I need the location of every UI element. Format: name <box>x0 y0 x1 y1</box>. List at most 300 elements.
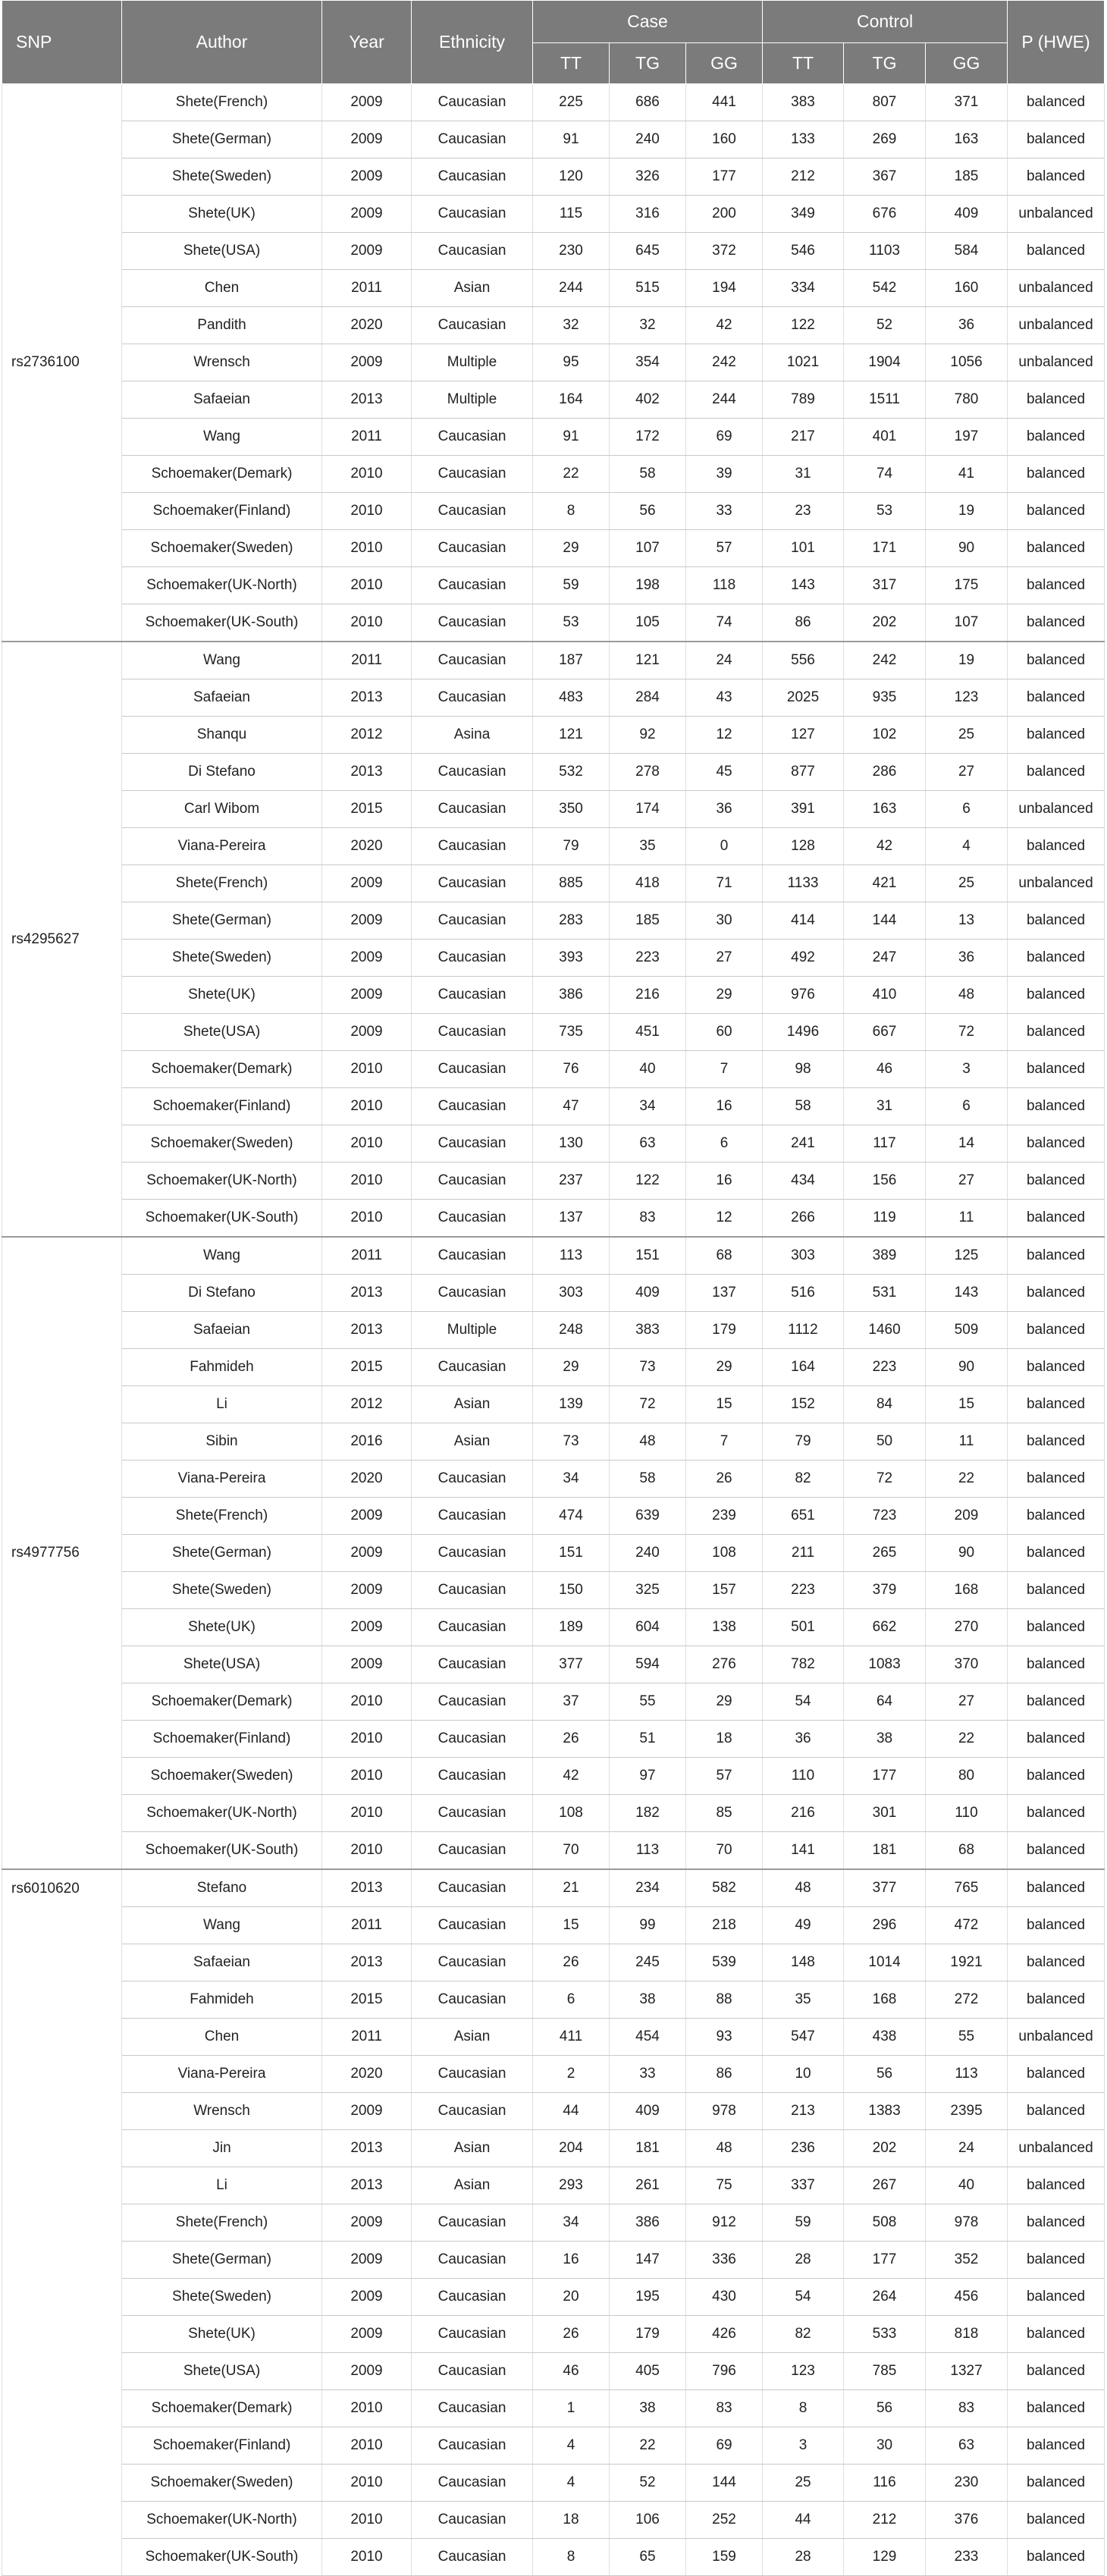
year-cell: 2010 <box>322 604 412 642</box>
year-cell: 2009 <box>322 2204 412 2242</box>
case-gg-cell: 29 <box>686 977 763 1014</box>
control-tg-cell: 171 <box>844 530 926 567</box>
control-tt-cell: 217 <box>763 419 844 456</box>
control-tt-cell: 1496 <box>763 1014 844 1051</box>
year-cell: 2010 <box>322 1162 412 1200</box>
control-gg-cell: 175 <box>926 567 1008 604</box>
author-cell: Shete(USA) <box>122 233 322 270</box>
case-gg-cell: 426 <box>686 2316 763 2353</box>
case-tg-cell: 22 <box>610 2427 686 2465</box>
author-cell: Fahmideh <box>122 1349 322 1386</box>
control-tt-cell: 82 <box>763 1461 844 1498</box>
table-row <box>2 270 1105 307</box>
author-cell: Schoemaker(Finland) <box>122 493 322 530</box>
ethnicity-cell: Caucasian <box>412 1721 533 1758</box>
author-cell: Schoemaker(Sweden) <box>122 2465 322 2502</box>
case-tt-cell: 26 <box>533 1721 610 1758</box>
table-row <box>2 1237 1105 1275</box>
control-tt-cell: 49 <box>763 1907 844 1944</box>
control-gg-cell: 48 <box>926 977 1008 1014</box>
p-hwe-cell: unbalanced <box>1008 865 1105 902</box>
control-tg-cell: 438 <box>844 2019 926 2056</box>
p-hwe-cell: balanced <box>1008 1646 1105 1683</box>
author-cell: Pandith <box>122 307 322 344</box>
control-gg-cell: 25 <box>926 865 1008 902</box>
p-hwe-cell: balanced <box>1008 84 1105 121</box>
case-gg-cell: 0 <box>686 828 763 865</box>
control-gg-cell: 1921 <box>926 1944 1008 1981</box>
p-hwe-cell: balanced <box>1008 2167 1105 2204</box>
control-gg-cell: 107 <box>926 604 1008 642</box>
author-cell: Safaeian <box>122 679 322 717</box>
p-hwe-cell: balanced <box>1008 1535 1105 1572</box>
control-tt-cell: 44 <box>763 2502 844 2539</box>
table-row <box>2 2056 1105 2093</box>
control-tt-cell: 1021 <box>763 344 844 381</box>
case-tt-cell: 44 <box>533 2093 610 2130</box>
year-cell: 2009 <box>322 2242 412 2279</box>
table-row <box>2 84 1105 121</box>
case-tt-cell: 386 <box>533 977 610 1014</box>
case-tg-cell: 195 <box>610 2279 686 2316</box>
table-row <box>2 1386 1105 1423</box>
author-cell: Fahmideh <box>122 1981 322 2019</box>
year-cell: 2010 <box>322 1683 412 1721</box>
author-cell: Schoemaker(UK-North) <box>122 2502 322 2539</box>
control-tt-cell: 98 <box>763 1051 844 1088</box>
case-tt-cell: 303 <box>533 1275 610 1312</box>
table-row <box>2 1981 1105 2019</box>
control-tg-cell: 30 <box>844 2427 926 2465</box>
p-hwe-cell: balanced <box>1008 419 1105 456</box>
author-cell: Shete(German) <box>122 902 322 940</box>
case-tt-cell: 393 <box>533 940 610 977</box>
control-tt-cell: 3 <box>763 2427 844 2465</box>
control-tg-cell: 52 <box>844 307 926 344</box>
control-tg-cell: 42 <box>844 828 926 865</box>
ethnicity-cell: Caucasian <box>412 456 533 493</box>
control-tt-cell: 36 <box>763 1721 844 1758</box>
control-gg-cell: 90 <box>926 530 1008 567</box>
control-gg-cell: 110 <box>926 1795 1008 1832</box>
author-cell: Wrensch <box>122 344 322 381</box>
case-gg-cell: 441 <box>686 84 763 121</box>
case-gg-cell: 276 <box>686 1646 763 1683</box>
control-tg-cell: 119 <box>844 1200 926 1238</box>
ethnicity-cell: Asina <box>412 717 533 754</box>
author-cell: Schoemaker(Demark) <box>122 456 322 493</box>
ethnicity-cell: Caucasian <box>412 1869 533 1907</box>
case-tt-cell: 95 <box>533 344 610 381</box>
header-case: Case <box>533 1 763 43</box>
control-tg-cell: 1014 <box>844 1944 926 1981</box>
table-row <box>2 2539 1105 2576</box>
table-row <box>2 1461 1105 1498</box>
case-tt-cell: 189 <box>533 1609 610 1646</box>
control-gg-cell: 90 <box>926 1349 1008 1386</box>
control-tg-cell: 242 <box>844 642 926 679</box>
p-hwe-cell: balanced <box>1008 2502 1105 2539</box>
p-hwe-cell: balanced <box>1008 1944 1105 1981</box>
p-hwe-cell: balanced <box>1008 1014 1105 1051</box>
control-tt-cell: 54 <box>763 1683 844 1721</box>
table-row <box>2 1162 1105 1200</box>
ethnicity-cell: Multiple <box>412 344 533 381</box>
control-tt-cell: 492 <box>763 940 844 977</box>
case-gg-cell: 71 <box>686 865 763 902</box>
author-cell: Shete(Sweden) <box>122 2279 322 2316</box>
p-hwe-cell: balanced <box>1008 1869 1105 1907</box>
control-gg-cell: 36 <box>926 307 1008 344</box>
case-tg-cell: 99 <box>610 1907 686 1944</box>
year-cell: 2013 <box>322 1869 412 1907</box>
case-tt-cell: 411 <box>533 2019 610 2056</box>
p-hwe-cell: balanced <box>1008 1683 1105 1721</box>
table-row <box>2 1944 1105 1981</box>
table-row <box>2 158 1105 196</box>
ethnicity-cell: Caucasian <box>412 1051 533 1088</box>
control-tg-cell: 662 <box>844 1609 926 1646</box>
table-row <box>2 902 1105 940</box>
header-ethnicity: Ethnicity <box>412 1 533 84</box>
ethnicity-cell: Caucasian <box>412 865 533 902</box>
case-gg-cell: 539 <box>686 1944 763 1981</box>
case-gg-cell: 74 <box>686 604 763 642</box>
case-tg-cell: 409 <box>610 1275 686 1312</box>
ethnicity-cell: Caucasian <box>412 1237 533 1275</box>
ethnicity-cell: Asian <box>412 1423 533 1461</box>
case-tg-cell: 48 <box>610 1423 686 1461</box>
case-tg-cell: 58 <box>610 456 686 493</box>
control-gg-cell: 90 <box>926 1535 1008 1572</box>
year-cell: 2009 <box>322 1609 412 1646</box>
author-cell: Schoemaker(UK-South) <box>122 604 322 642</box>
case-tg-cell: 92 <box>610 717 686 754</box>
case-tt-cell: 377 <box>533 1646 610 1683</box>
control-tg-cell: 1460 <box>844 1312 926 1349</box>
control-tt-cell: 23 <box>763 493 844 530</box>
author-cell: Di Stefano <box>122 754 322 791</box>
year-cell: 2009 <box>322 2316 412 2353</box>
table-row <box>2 1609 1105 1646</box>
control-tt-cell: 223 <box>763 1572 844 1609</box>
control-tg-cell: 202 <box>844 604 926 642</box>
header-p-hwe: P (HWE) <box>1008 1 1105 84</box>
case-tg-cell: 284 <box>610 679 686 717</box>
year-cell: 2015 <box>322 791 412 828</box>
table-row <box>2 2316 1105 2353</box>
year-cell: 2012 <box>322 1386 412 1423</box>
author-cell: Schoemaker(Finland) <box>122 1721 322 1758</box>
year-cell: 2009 <box>322 344 412 381</box>
table-row <box>2 2167 1105 2204</box>
ethnicity-cell: Asian <box>412 2167 533 2204</box>
author-cell: Carl Wibom <box>122 791 322 828</box>
control-tt-cell: 31 <box>763 456 844 493</box>
p-hwe-cell: balanced <box>1008 158 1105 196</box>
case-tt-cell: 204 <box>533 2130 610 2167</box>
control-tt-cell: 414 <box>763 902 844 940</box>
author-cell: Wang <box>122 419 322 456</box>
case-gg-cell: 86 <box>686 2056 763 2093</box>
table-row <box>2 1200 1105 1238</box>
case-gg-cell: 15 <box>686 1386 763 1423</box>
control-tg-cell: 56 <box>844 2390 926 2427</box>
ethnicity-cell: Caucasian <box>412 1572 533 1609</box>
case-gg-cell: 7 <box>686 1051 763 1088</box>
control-gg-cell: 80 <box>926 1758 1008 1795</box>
case-gg-cell: 60 <box>686 1014 763 1051</box>
case-tg-cell: 240 <box>610 1535 686 1572</box>
ethnicity-cell: Asian <box>412 270 533 307</box>
case-gg-cell: 194 <box>686 270 763 307</box>
case-tg-cell: 594 <box>610 1646 686 1683</box>
ethnicity-cell: Caucasian <box>412 1498 533 1535</box>
author-cell: Shete(French) <box>122 865 322 902</box>
case-gg-cell: 177 <box>686 158 763 196</box>
case-gg-cell: 42 <box>686 307 763 344</box>
control-tt-cell: 28 <box>763 2539 844 2576</box>
ethnicity-cell: Multiple <box>412 381 533 419</box>
control-gg-cell: 41 <box>926 456 1008 493</box>
case-tt-cell: 113 <box>533 1237 610 1275</box>
author-cell: Shete(Sweden) <box>122 158 322 196</box>
case-tt-cell: 29 <box>533 530 610 567</box>
year-cell: 2009 <box>322 2353 412 2390</box>
control-tg-cell: 129 <box>844 2539 926 2576</box>
header-case-gg: GG <box>686 43 763 84</box>
header-author: Author <box>122 1 322 84</box>
table-row <box>2 456 1105 493</box>
control-tt-cell: 10 <box>763 2056 844 2093</box>
author-cell: Shete(USA) <box>122 1646 322 1683</box>
ethnicity-cell: Caucasian <box>412 1349 533 1386</box>
table-row <box>2 2427 1105 2465</box>
table-row <box>2 2130 1105 2167</box>
control-tg-cell: 64 <box>844 1683 926 1721</box>
case-tt-cell: 21 <box>533 1869 610 1907</box>
table-row <box>2 1349 1105 1386</box>
control-tg-cell: 401 <box>844 419 926 456</box>
case-tg-cell: 316 <box>610 196 686 233</box>
case-tt-cell: 735 <box>533 1014 610 1051</box>
ethnicity-cell: Caucasian <box>412 530 533 567</box>
control-gg-cell: 6 <box>926 1088 1008 1125</box>
case-gg-cell: 57 <box>686 1758 763 1795</box>
author-cell: Schoemaker(Sweden) <box>122 530 322 567</box>
p-hwe-cell: balanced <box>1008 530 1105 567</box>
case-tt-cell: 151 <box>533 1535 610 1572</box>
control-tt-cell: 58 <box>763 1088 844 1125</box>
year-cell: 2011 <box>322 270 412 307</box>
control-gg-cell: 14 <box>926 1125 1008 1162</box>
control-tt-cell: 128 <box>763 828 844 865</box>
case-tg-cell: 386 <box>610 2204 686 2242</box>
snp-id-cell: rs2736100 <box>2 84 122 642</box>
case-gg-cell: 69 <box>686 419 763 456</box>
table-row <box>2 1498 1105 1535</box>
control-gg-cell: 27 <box>926 1683 1008 1721</box>
case-tt-cell: 225 <box>533 84 610 121</box>
control-tt-cell: 143 <box>763 567 844 604</box>
control-tt-cell: 25 <box>763 2465 844 2502</box>
ethnicity-cell: Caucasian <box>412 493 533 530</box>
year-cell: 2009 <box>322 84 412 121</box>
case-gg-cell: 157 <box>686 1572 763 1609</box>
year-cell: 2013 <box>322 1275 412 1312</box>
p-hwe-cell: balanced <box>1008 1498 1105 1535</box>
p-hwe-cell: balanced <box>1008 2242 1105 2279</box>
control-tg-cell: 807 <box>844 84 926 121</box>
control-tg-cell: 267 <box>844 2167 926 2204</box>
case-tg-cell: 181 <box>610 2130 686 2167</box>
case-tt-cell: 244 <box>533 270 610 307</box>
control-gg-cell: 409 <box>926 196 1008 233</box>
control-gg-cell: 24 <box>926 2130 1008 2167</box>
table-row <box>2 196 1105 233</box>
ethnicity-cell: Caucasian <box>412 158 533 196</box>
control-tg-cell: 1511 <box>844 381 926 419</box>
snp-id-cell: rs4977756 <box>2 1237 122 1869</box>
case-tg-cell: 113 <box>610 1832 686 1870</box>
p-hwe-cell: unbalanced <box>1008 2019 1105 2056</box>
year-cell: 2009 <box>322 865 412 902</box>
case-tg-cell: 73 <box>610 1349 686 1386</box>
control-gg-cell: 2395 <box>926 2093 1008 2130</box>
p-hwe-cell: balanced <box>1008 1386 1105 1423</box>
author-cell: Schoemaker(Demark) <box>122 1683 322 1721</box>
control-tg-cell: 508 <box>844 2204 926 2242</box>
control-tg-cell: 935 <box>844 679 926 717</box>
control-tg-cell: 379 <box>844 1572 926 1609</box>
case-tt-cell: 187 <box>533 642 610 679</box>
case-tg-cell: 121 <box>610 642 686 679</box>
control-tt-cell: 241 <box>763 1125 844 1162</box>
p-hwe-cell: balanced <box>1008 2353 1105 2390</box>
author-cell: Schoemaker(UK-North) <box>122 567 322 604</box>
table-row <box>2 791 1105 828</box>
table-row <box>2 940 1105 977</box>
control-tg-cell: 410 <box>844 977 926 1014</box>
p-hwe-cell: balanced <box>1008 381 1105 419</box>
control-tg-cell: 181 <box>844 1832 926 1870</box>
case-tg-cell: 198 <box>610 567 686 604</box>
case-tg-cell: 216 <box>610 977 686 1014</box>
control-tg-cell: 168 <box>844 1981 926 2019</box>
case-gg-cell: 45 <box>686 754 763 791</box>
p-hwe-cell: balanced <box>1008 1907 1105 1944</box>
control-tg-cell: 785 <box>844 2353 926 2390</box>
author-cell: Shete(Sweden) <box>122 940 322 977</box>
control-gg-cell: 27 <box>926 1162 1008 1200</box>
year-cell: 2020 <box>322 828 412 865</box>
control-tg-cell: 50 <box>844 1423 926 1461</box>
table-row <box>2 717 1105 754</box>
author-cell: Li <box>122 2167 322 2204</box>
year-cell: 2013 <box>322 754 412 791</box>
control-gg-cell: 780 <box>926 381 1008 419</box>
year-cell: 2010 <box>322 456 412 493</box>
case-tg-cell: 234 <box>610 1869 686 1907</box>
author-cell: Li <box>122 1386 322 1423</box>
author-cell: Sibin <box>122 1423 322 1461</box>
case-tg-cell: 354 <box>610 344 686 381</box>
control-tt-cell: 54 <box>763 2279 844 2316</box>
control-tt-cell: 127 <box>763 717 844 754</box>
control-tt-cell: 148 <box>763 1944 844 1981</box>
control-tg-cell: 531 <box>844 1275 926 1312</box>
year-cell: 2009 <box>322 1572 412 1609</box>
control-tt-cell: 2025 <box>763 679 844 717</box>
case-tt-cell: 293 <box>533 2167 610 2204</box>
year-cell: 2009 <box>322 2093 412 2130</box>
table-row <box>2 233 1105 270</box>
control-tg-cell: 1083 <box>844 1646 926 1683</box>
case-tg-cell: 604 <box>610 1609 686 1646</box>
year-cell: 2009 <box>322 196 412 233</box>
author-cell: Shete(USA) <box>122 1014 322 1051</box>
case-gg-cell: 93 <box>686 2019 763 2056</box>
case-gg-cell: 582 <box>686 1869 763 1907</box>
control-tg-cell: 377 <box>844 1869 926 1907</box>
case-gg-cell: 16 <box>686 1088 763 1125</box>
year-cell: 2013 <box>322 679 412 717</box>
control-gg-cell: 25 <box>926 717 1008 754</box>
table-header <box>2 1 1105 84</box>
case-tg-cell: 326 <box>610 158 686 196</box>
ethnicity-cell: Caucasian <box>412 1832 533 1870</box>
table-row <box>2 1535 1105 1572</box>
table-container <box>2 0 1104 2576</box>
case-tg-cell: 261 <box>610 2167 686 2204</box>
case-gg-cell: 430 <box>686 2279 763 2316</box>
control-tg-cell: 421 <box>844 865 926 902</box>
author-cell: Schoemaker(Sweden) <box>122 1758 322 1795</box>
year-cell: 2015 <box>322 1981 412 2019</box>
year-cell: 2009 <box>322 1498 412 1535</box>
case-tt-cell: 230 <box>533 233 610 270</box>
p-hwe-cell: balanced <box>1008 493 1105 530</box>
year-cell: 2009 <box>322 121 412 158</box>
case-tt-cell: 108 <box>533 1795 610 1832</box>
control-tt-cell: 213 <box>763 2093 844 2130</box>
control-tg-cell: 1383 <box>844 2093 926 2130</box>
case-gg-cell: 70 <box>686 1832 763 1870</box>
table-row <box>2 642 1105 679</box>
case-tg-cell: 33 <box>610 2056 686 2093</box>
control-gg-cell: 123 <box>926 679 1008 717</box>
year-cell: 2013 <box>322 381 412 419</box>
control-tg-cell: 53 <box>844 493 926 530</box>
control-tt-cell: 48 <box>763 1869 844 1907</box>
p-hwe-cell: balanced <box>1008 1758 1105 1795</box>
control-gg-cell: 1327 <box>926 2353 1008 2390</box>
case-tt-cell: 483 <box>533 679 610 717</box>
case-tg-cell: 51 <box>610 1721 686 1758</box>
control-tg-cell: 1904 <box>844 344 926 381</box>
control-gg-cell: 125 <box>926 1237 1008 1275</box>
case-tg-cell: 151 <box>610 1237 686 1275</box>
control-tt-cell: 337 <box>763 2167 844 2204</box>
case-tg-cell: 418 <box>610 865 686 902</box>
case-tt-cell: 91 <box>533 121 610 158</box>
case-tt-cell: 47 <box>533 1088 610 1125</box>
p-hwe-cell: balanced <box>1008 1200 1105 1238</box>
year-cell: 2009 <box>322 1535 412 1572</box>
control-tt-cell: 101 <box>763 530 844 567</box>
table-row <box>2 344 1105 381</box>
control-tg-cell: 296 <box>844 1907 926 1944</box>
